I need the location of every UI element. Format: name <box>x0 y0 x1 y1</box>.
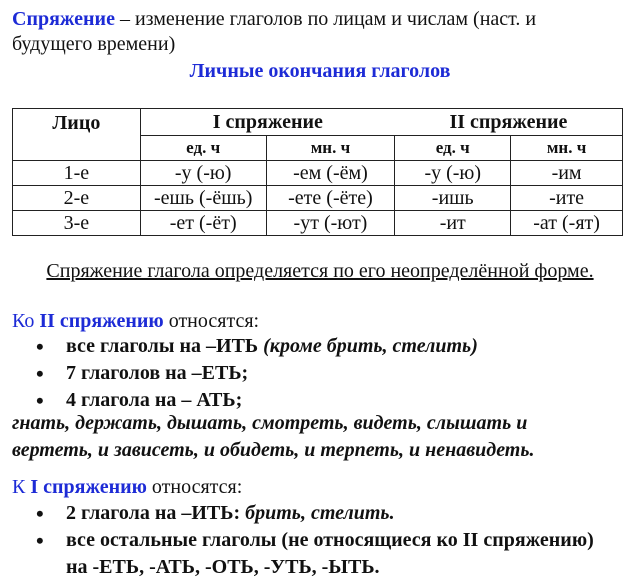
conj2-name: II спряжению <box>39 310 164 332</box>
list-item: • 7 глаголов на –ЕТЬ; <box>36 360 478 387</box>
table-row <box>13 211 623 236</box>
conj2-heading: Ко II спряжению относятся: <box>12 310 260 332</box>
rule-text: Спряжение глагола определяется по его неопределённой форме. <box>46 260 594 282</box>
cell: -ешь (-ёшь) <box>140 186 266 211</box>
table-row <box>13 161 623 186</box>
list-item: • все остальные глаголы (не относящиеся ко II спряжению) на -ЕТЬ, -АТЬ, -ОТЬ, -УТЬ, -ЫТЬ. <box>36 527 594 581</box>
conj1-name: I спряжению <box>30 476 147 498</box>
conj1-heading: К I спряжению относятся: <box>12 476 243 498</box>
conj1-list <box>36 500 594 581</box>
endings-table <box>12 108 623 236</box>
cell: 2-е <box>13 186 141 211</box>
cell: -им <box>511 161 623 186</box>
cell: -ет (-ёт) <box>140 211 266 236</box>
list-item: • все глаголы на –ИТЬ (кроме брить, стелить) <box>36 333 478 360</box>
cell: -ут (-ют) <box>266 211 395 236</box>
cell: -у (-ю) <box>395 161 511 186</box>
table-row <box>13 186 623 211</box>
list-item: • 4 глагола на – АТЬ; <box>36 387 478 414</box>
header-conj1: I спряжение <box>140 109 395 136</box>
definition-text: – изменение глаголов по лицам и числам (наст. и <box>114 8 537 30</box>
cell: -у (-ю) <box>140 161 266 186</box>
subheader-pl-1: мн. ч <box>266 136 395 161</box>
conj2-list <box>36 333 478 414</box>
cell: -ете (-ёте) <box>266 186 395 211</box>
subheader-pl-2: мн. ч <box>511 136 623 161</box>
cell: -ем (-ём) <box>266 161 395 186</box>
subheader-sg-1: ед. ч <box>140 136 266 161</box>
header-face: Лицо <box>13 109 141 161</box>
definition-line <box>12 8 536 31</box>
verbs-list: гнать, держать, дышать, смотреть, видеть, слышать и вертеть, и зависеть, и обидеть, и терпеть, и ненавидеть. <box>12 412 535 461</box>
header-conj2: II спряжение <box>395 109 623 136</box>
cell: 3-е <box>13 211 141 236</box>
cell: -ите <box>511 186 623 211</box>
cell: 1-е <box>13 161 141 186</box>
cell: -ишь <box>395 186 511 211</box>
list-item: • 2 глагола на –ИТЬ: брить, стелить. <box>36 500 594 527</box>
definition-line-2: будущего времени) <box>12 33 176 55</box>
cell: -ат (-ят) <box>511 211 623 236</box>
table-title: Личные окончания глаголов <box>189 60 451 82</box>
subheader-sg-2: ед. ч <box>395 136 511 161</box>
cell: -ит <box>395 211 511 236</box>
term: Спряжение <box>12 8 115 30</box>
